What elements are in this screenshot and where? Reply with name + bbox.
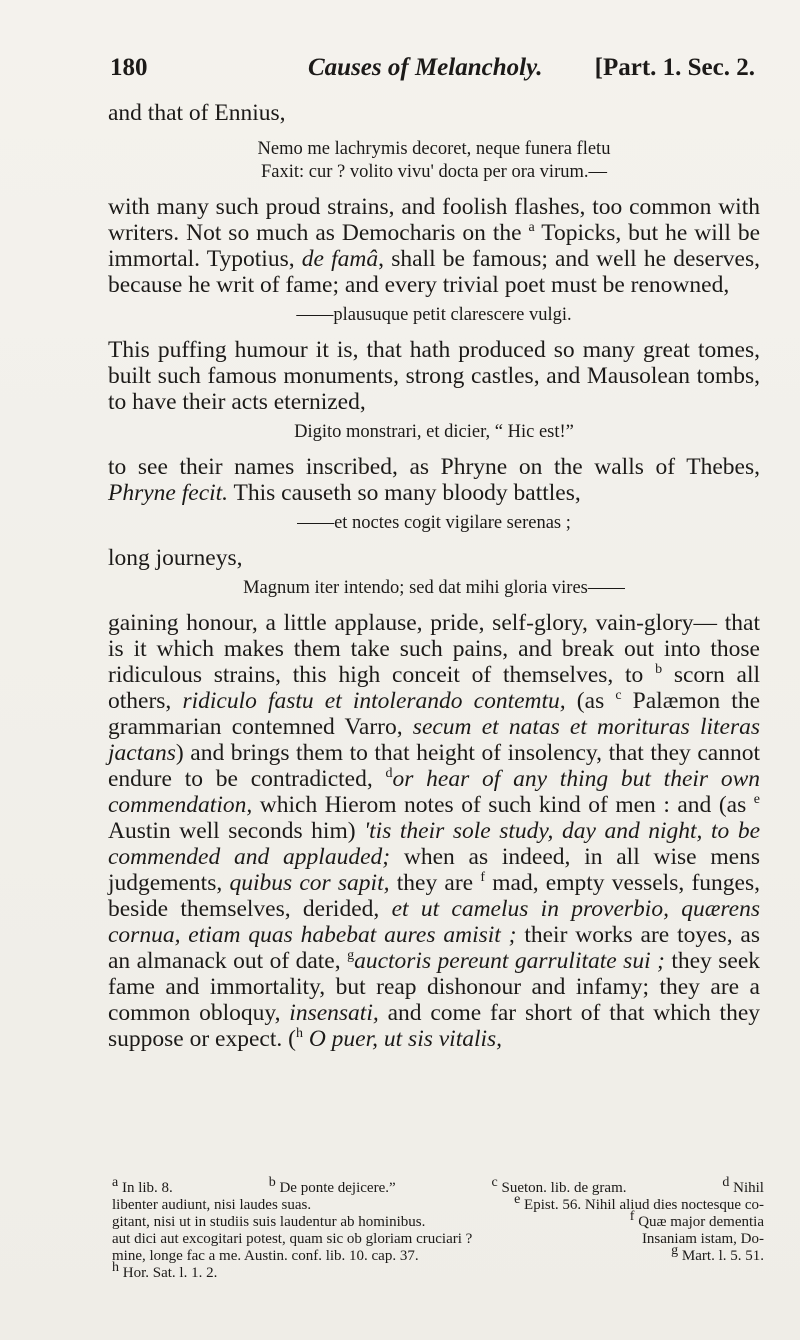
footnote-text: Mart. l. 5. 51.: [681, 1248, 764, 1264]
footnote-text: gitant, nisi ut in studiis suis laudentur ab hominibus.: [112, 1214, 426, 1230]
verse-noctes: ——et noctes cogit vigilare serenas ;: [297, 513, 571, 533]
footnote-row: [112, 1209, 764, 1231]
footnote-mark: h: [112, 1260, 119, 1275]
text-run: they seek fame and immortality, but reap dishonour and infamy; they are a common obloquy,: [108, 948, 760, 1026]
footnote-text: Nihil: [733, 1180, 764, 1196]
paragraph-3: [108, 454, 760, 506]
italic-run: O puer, ut sis vitalis,: [302, 1026, 503, 1052]
paragraph-1: [108, 194, 760, 298]
footnote-text: mine, longe fac a me. Austin. conf. lib. 10. cap. 37.: [112, 1248, 419, 1264]
italic-run: ridiculo fastu et intolerando contemtu,: [182, 688, 566, 714]
footnote-mark-f: f: [480, 870, 486, 886]
footnote-text: Epist. 56. Nihil aliud dies noctesque co-: [524, 1197, 764, 1213]
footnote-text: De ponte dejicere.”: [279, 1180, 396, 1196]
italic-run: auctoris pereunt garrulitate sui ;: [354, 948, 665, 974]
footnote-mark: f: [629, 1209, 635, 1224]
italic-run: quibus cor sapit,: [229, 870, 390, 896]
intro-line: and that of Ennius,: [108, 100, 286, 126]
footnote-mark: e: [514, 1192, 521, 1207]
text-run: scorn all others,: [108, 662, 760, 714]
text-run: Topicks, but he will be immortal. Typotius,: [108, 220, 761, 272]
page-header: [110, 48, 755, 88]
text-run: with many such proud strains, and foolish flashes, too common with writers. Not so much as Democharis on the: [108, 194, 760, 246]
footnote-f: [629, 1209, 764, 1231]
paragraph-5: [108, 610, 760, 1052]
footnote-mark-b: b: [655, 662, 663, 678]
footnote-e: [514, 1192, 764, 1214]
footnote-a: [112, 1175, 173, 1197]
text-run: Austin well seconds him): [108, 818, 365, 844]
footnote-text: Sueton. lib. de gram.: [501, 1180, 627, 1196]
italic-run: de famâ: [301, 246, 379, 272]
footnote-text: Hor. Sat. l. 1. 2.: [122, 1265, 218, 1281]
text-run: Palæmon the grammarian contemned Varro,: [108, 688, 760, 740]
footnote-b: [268, 1175, 396, 1197]
footnote-row: [112, 1231, 764, 1248]
footnote-c: [491, 1175, 627, 1197]
text-run: which Hierom notes of such kind of men : and (as: [252, 792, 754, 818]
text-run: gaining honour, a little applause, pride, self-glory, vain-glory— that is it which makes them take such pains, and break out into those ridiculous strains, this high conceit of themselves, to: [108, 610, 760, 688]
italic-run: Phryne fecit.: [108, 480, 229, 506]
italic-run: 'tis their sole study, day and night, to be commended and applauded;: [108, 818, 760, 870]
verse-line: Faxit: cur ? volito vivu' docta per ora virum.—: [260, 162, 608, 182]
footnote-row: [112, 1192, 764, 1214]
footnote-text: Quæ major dementia: [638, 1214, 764, 1230]
footnotes: [112, 1175, 764, 1282]
paragraph-2: This puffing humour it is, that hath produced so many great tomes, built such famous monuments, strong castles, and Mausolean tombs, to have their acts eternized,: [108, 337, 760, 415]
footnote-mark: a: [112, 1175, 119, 1190]
main-text: [108, 100, 760, 1052]
text-run: mad, empty vessels, funges, beside themselves, derided,: [108, 870, 760, 922]
footnote-mark: d: [722, 1175, 730, 1190]
text-run: to see their names inscribed, as Phryne on the walls of Thebes,: [108, 454, 760, 480]
verse-line: Nemo me lachrymis decoret, neque funera fletu: [257, 139, 611, 159]
italic-run: secum et natas et morituras literas jactans: [108, 714, 760, 766]
text-run: ) and brings them to that height of insolency, that they cannot endure to be contradicted,: [108, 740, 760, 792]
footnote-row: [112, 1260, 764, 1282]
footnote-mark-g: g: [347, 948, 355, 964]
verse-digito: Digito monstrari, et dicier, “ Hic est!”: [294, 422, 574, 442]
text-run: (as: [565, 688, 616, 714]
verse-plausuque: ——plausuque petit clarescere vulgi.: [296, 305, 572, 325]
verse-magnum: Magnum iter intendo; sed dat mihi gloria vires——: [243, 578, 625, 598]
footnote-mark-d: d: [385, 766, 393, 782]
text-run: and come far short of that which they suppose or expect. (: [108, 1000, 761, 1052]
footnote-text: aut dici aut excogitari potest, quam sic ob gloriam cruciari ?: [112, 1231, 473, 1247]
footnote-text: In lib. 8.: [121, 1180, 173, 1196]
page-number: 180: [110, 54, 148, 81]
text-run: , shall be famous; and well he deserves, because he writ of fame; and every trivial poet must be renowned,: [108, 246, 760, 298]
footnote-mark: c: [491, 1175, 498, 1190]
footnote-g: [671, 1243, 764, 1265]
footnote-mark-a: a: [528, 220, 535, 236]
italic-run: or hear of any thing but their own commendation,: [108, 766, 761, 818]
footnote-row: [112, 1175, 764, 1197]
footnote-h: [112, 1260, 218, 1282]
running-title: Causes of Melancholy.: [308, 54, 543, 81]
footnote-mark-e: e: [753, 792, 760, 808]
section-label: [Part. 1. Sec. 2.: [594, 54, 755, 81]
footnote-mark: b: [268, 1175, 276, 1190]
footnote-mark-h: h: [295, 1026, 303, 1042]
footnote-mark-c: c: [615, 688, 622, 704]
footnote-mark: g: [671, 1243, 679, 1258]
verse-ennius: [108, 138, 760, 184]
paragraph-4: long journeys,: [108, 545, 243, 571]
footnote-d: [722, 1175, 764, 1197]
text-run: their works are toyes, as an almanack out of date,: [108, 922, 760, 974]
footnote-row: [112, 1243, 764, 1265]
footnote-text: Insaniam istam, Do-: [641, 1231, 764, 1247]
text-run: This causeth so many bloody battles,: [228, 480, 581, 506]
italic-run: et ut camelus in proverbio, quærens cornua, etiam quas habebat aures amisit ;: [108, 896, 761, 948]
italic-run: insensati,: [289, 1000, 379, 1026]
text-run: they are: [389, 870, 481, 896]
text-run: when as indeed, in all wise mens judgements,: [108, 844, 760, 896]
footnote-text: libenter audiunt, nisi laudes suas.: [112, 1197, 312, 1213]
